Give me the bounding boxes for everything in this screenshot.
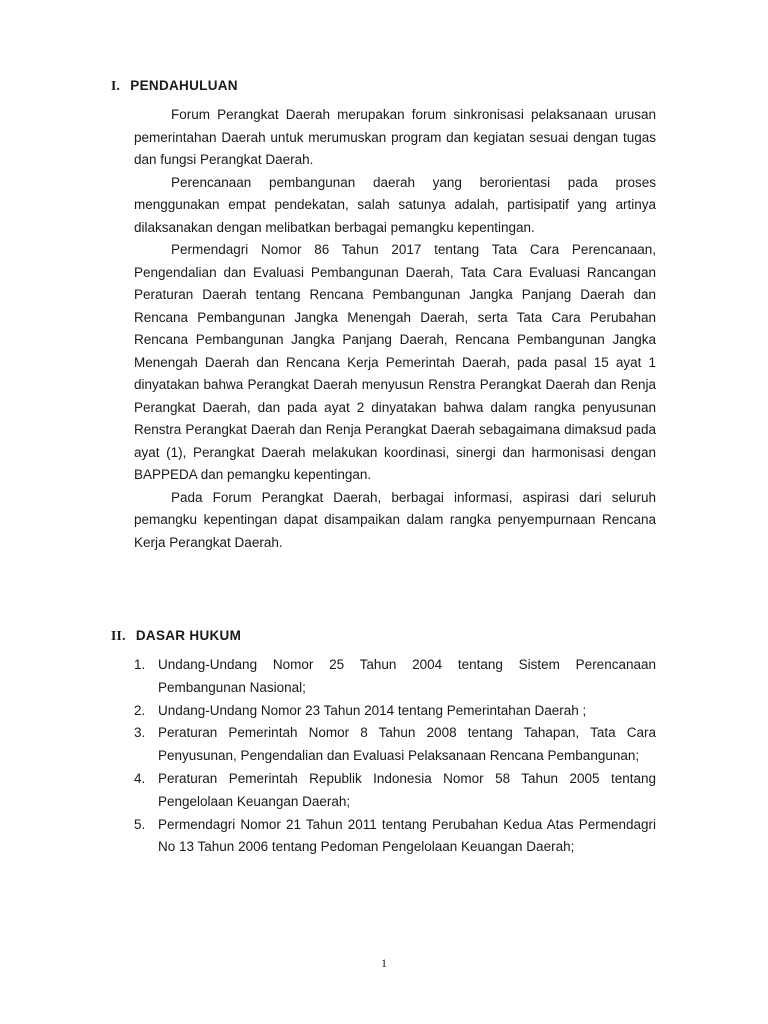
list-item — [134, 814, 656, 860]
section-title: PENDAHULUAN — [130, 78, 238, 93]
list-item — [134, 768, 656, 814]
list-item-text: Undang-Undang Nomor 25 Tahun 2004 tentang Sistem Perencanaan Pembangunan Nasional; — [158, 657, 656, 695]
list-item-text: Peraturan Pemerintah Republik Indonesia Nomor 58 Tahun 2005 tentang Pengelolaan Keuangan Daerah; — [158, 770, 656, 809]
page-number: 1 — [381, 956, 387, 970]
list-item — [134, 722, 656, 768]
section-heading-pendahuluan — [111, 78, 238, 94]
list-marker: 2. — [134, 702, 146, 718]
paragraph: Perencanaan pembangunan daerah yang berorientasi pada proses menggunakan empat pendekatan, salah satunya adalah, partisipatif yang artinya dilaksanakan dengan melibatkan berbagai pemangku kepentingan. — [134, 174, 656, 235]
list-item — [134, 654, 656, 700]
introduction-body — [134, 104, 656, 554]
list-item-text: Undang-Undang Nomor 23 Tahun 2014 tentang Pemerintahan Daerah ; — [158, 702, 587, 718]
section-number: II. — [111, 628, 126, 643]
section-title: DASAR HUKUM — [135, 628, 242, 643]
list-marker: 1. — [134, 657, 146, 672]
legal-basis-list — [134, 654, 656, 859]
list-marker: 5. — [134, 816, 146, 832]
section-number: I. — [111, 78, 121, 93]
list-item-text: Permendagri Nomor 21 Tahun 2011 tentang Perubahan Kedua Atas Permendagri No 13 Tahun 2006 tentang Pedoman Pengelolaan Keuangan Daerah; — [158, 816, 656, 855]
list-marker: 4. — [134, 770, 146, 786]
paragraph: Permendagri Nomor 86 Tahun 2017 tentang Tata Cara Perencanaan, Pengendalian dan Evaluasi Pembangunan Daerah, Tata Cara Evaluasi Rancangan Peraturan Daerah tentang Rencana Pembangunan Jangka Panjang Daerah dan Rencana Pembangunan Jangka Menengah Daerah, serta Tata Cara Perubahan Rencana Pembangunan Jangka Panjang Daerah, Rencana Pembangunan Jangka Menengah Daerah dan Rencana Kerja Pemerintah Daerah, pada pasal 15 ayat 1 dinyatakan bahwa Perangkat Daerah menyusun Renstra Perangkat Daerah dan Renja Perangkat Daerah, dan pada ayat 2 dinyatakan bahwa dalam rangka penyusunan Renstra Perangkat Daerah dan Renja Perangkat Daerah sebagaimana dimaksud pada ayat (1), Perangkat Daerah melakukan koordinasi, sinergi dan harmonisasi dengan BAPPEDA dan pemangku kepentingan. — [134, 242, 656, 482]
section-heading-dasar-hukum — [111, 628, 241, 644]
paragraph: Forum Perangkat Daerah merupakan forum sinkronisasi pelaksanaan urusan pemerintahan Daerah untuk merumuskan program dan kegiatan sesuai dengan tugas dan fungsi Perangkat Daerah. — [134, 107, 656, 167]
list-marker: 3. — [134, 725, 146, 741]
list-item-text: Peraturan Pemerintah Nomor 8 Tahun 2008 tentang Tahapan, Tata Cara Penyusunan, Pengendalian dan Evaluasi Pelaksanaan Rencana Pembangunan; — [158, 725, 656, 764]
paragraph: Pada Forum Perangkat Daerah, berbagai informasi, aspirasi dari seluruh pemangku kepentingan dapat disampaikan dalam rangka penyempurnaan Rencana Kerja Perangkat Daerah. — [134, 489, 656, 550]
list-item — [134, 700, 656, 723]
